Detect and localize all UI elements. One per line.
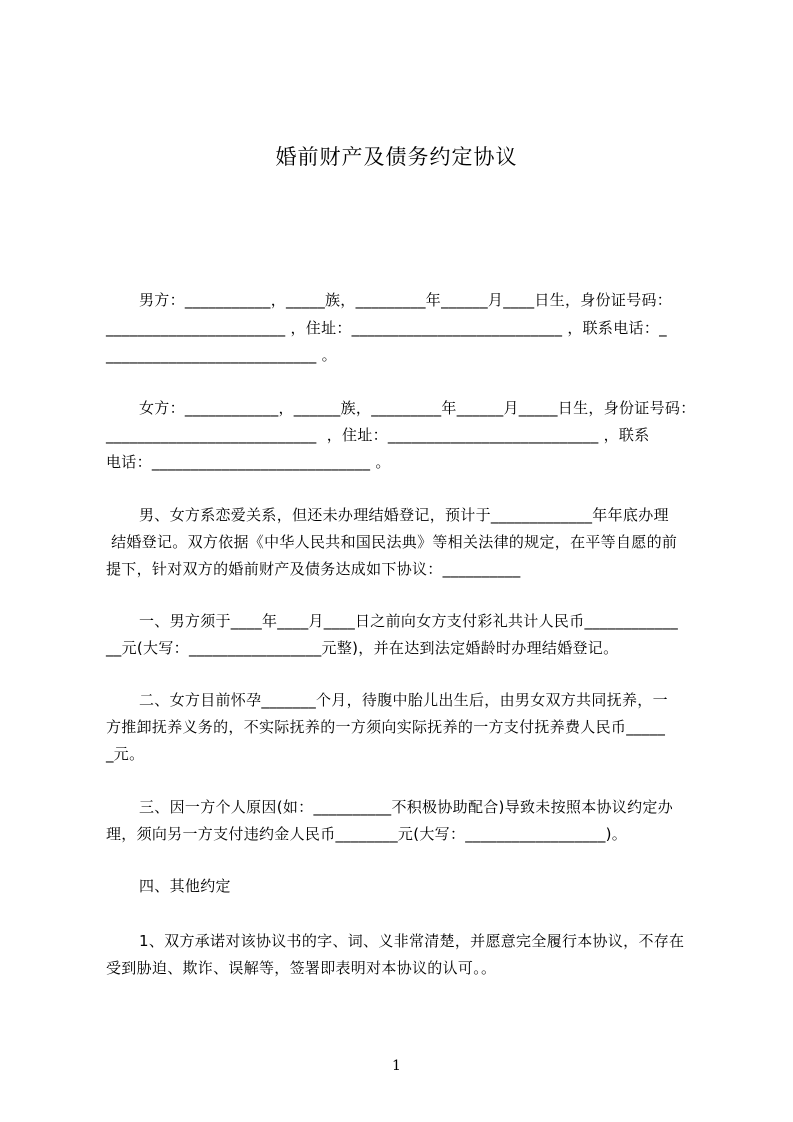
clause-4-1-line-2: 受到胁迫、欺诈、误解等，签署即表明对本协议的认可。。	[106, 959, 497, 977]
document-title: 婚前财产及债务约定协议	[275, 145, 518, 169]
male-party-line-2: _______________________ ，住址：___________________________ ，联系电话：_	[106, 319, 667, 337]
clause-1-line-2: __元(大写：_________________元整)，并在达到法定婚龄时办理结婚登记。	[106, 639, 619, 657]
clause-2-line-3: _元。	[106, 745, 145, 763]
female-party-line-1: 女方：____________，______族，_________年______月_____日生，身份证号码：	[139, 399, 696, 417]
male-party-line-3: ___________________________ 。	[106, 346, 337, 364]
female-party-line-3: 电话：____________________________ 。	[106, 453, 391, 471]
background-line-2: 结婚登记。双方依据《中华人民共和国民法典》等相关法律的规定，在平等自愿的前	[106, 533, 678, 551]
background-line-1: 男、女方系恋爱关系，但还未办理结婚登记，预计于_____________年年底办理	[139, 506, 669, 524]
clause-3-line-2: 理，须向另一方支付违约金人民币________元(大写：__________________)。	[106, 825, 628, 843]
clause-4-heading: 四、其他约定	[139, 877, 231, 895]
background-line-3: 提下，针对双方的婚前财产及债务达成如下协议：__________	[106, 560, 521, 578]
page-number: 1	[392, 1058, 401, 1074]
clause-2-line-1: 二、女方目前怀孕_______个月，待腹中胎儿出生后，由男女双方共同抚养，一	[139, 691, 668, 709]
clause-4-1-line-1: 1、双方承诺对该协议书的字、词、义非常清楚，并愿意完全履行本协议，不存在	[139, 932, 685, 950]
clause-1-line-1: 一、男方须于____年____月____日之前向女方支付彩礼共计人民币____________	[139, 612, 679, 630]
female-party-line-2: ___________________________ ，住址：___________________________ ，联系	[106, 426, 650, 444]
clause-3-line-1: 三、因一方个人原因(如：__________不积极协助配合)导致未按照本协议约定办	[139, 798, 674, 816]
male-party-line-1: 男方：___________，_____族，_________年______月____日生，身份证号码：	[139, 291, 673, 309]
clause-2-line-2: 方推卸抚养义务的，不实际抚养的一方须向实际抚养的一方支付抚养费人民币_____	[106, 718, 666, 736]
